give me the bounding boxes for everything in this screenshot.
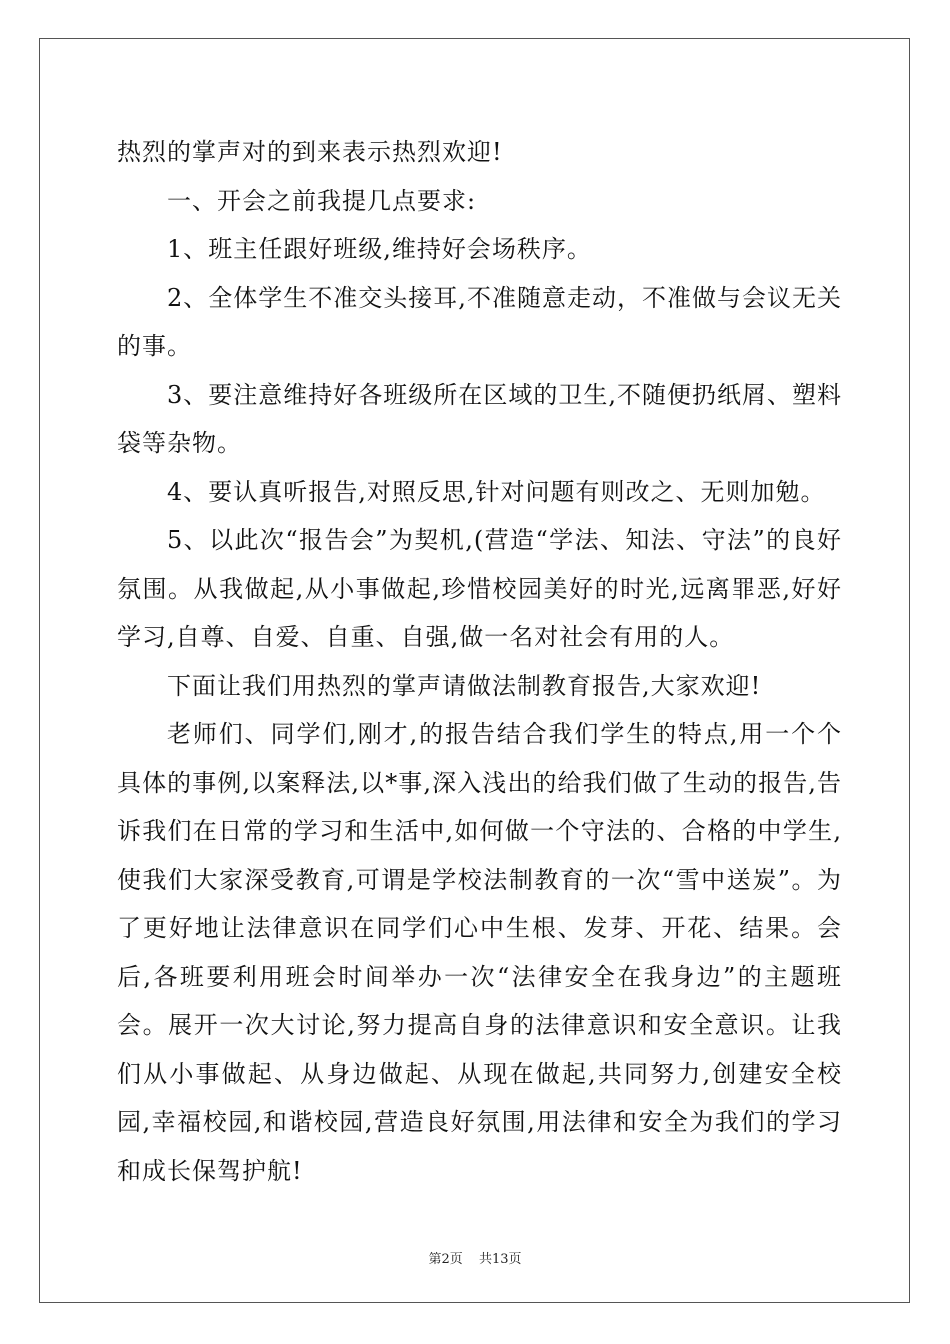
paragraph-requirement-4: 4、要认真听报告,对照反思,针对问题有则改之、无则加勉。 bbox=[167, 477, 826, 506]
page-total: 共13页 bbox=[478, 1252, 522, 1267]
paragraph-welcome: 热烈的掌声对的到来表示热烈欢迎! bbox=[117, 138, 503, 166]
document-body bbox=[117, 128, 842, 1195]
paragraph-requirement-1: 1、班主任跟好班级,维持好会场秩序。 bbox=[167, 235, 592, 263]
paragraph-closing-remarks: 老师们、同学们,刚才,的报告结合我们学生的特点,用一个个具体的事例,以案释法,以*事,深入浅出的给我们做了生动的报告,告诉我们在日常的学习和生活中,如何做一个守法的、合格的中学生,使我们大家深受教育,可谓是学校法制教育的一次“雪中送炭”。为了更好地让法律意识在同学们心中生根、发芽、开花、结果。会后,各班要利用班会时间举办一次“法律安全在我身边”的主题班会。展开一次大讨论,努力提高自身的法律意识和安全意识。让我们从小事做起、从身边做起、从现在做起,共同努力,创建安全校园,幸福校园,和谐校园,营造良好氛围,用法律和安全为我们的学习和成长保驾护航! bbox=[117, 720, 842, 1185]
paragraph-requirement-2: 2、全体学生不准交头接耳,不准随意走动，不准做与会议无关的事。 bbox=[117, 283, 842, 360]
paragraph-requirements-heading: 一、开会之前我提几点要求: bbox=[167, 186, 477, 215]
page-footer bbox=[0, 1248, 950, 1267]
paragraph-requirement-3: 3、要注意维持好各班级所在区域的卫生,不随便扔纸屑、塑料袋等杂物。 bbox=[117, 380, 842, 457]
paragraph-requirement-5: 5、以此次“报告会”为契机,(营造“学法、知法、守法”的良好氛围。从我做起,从小事做起,珍惜校园美好的时光,远离罪恶,好好学习,自尊、自爱、自重、自强,做一名对社会有用的人。 bbox=[117, 526, 842, 651]
page-number: 第2页 bbox=[428, 1252, 463, 1267]
paragraph-invitation: 下面让我们用热烈的掌声请做法制教育报告,大家欢迎! bbox=[167, 671, 762, 700]
